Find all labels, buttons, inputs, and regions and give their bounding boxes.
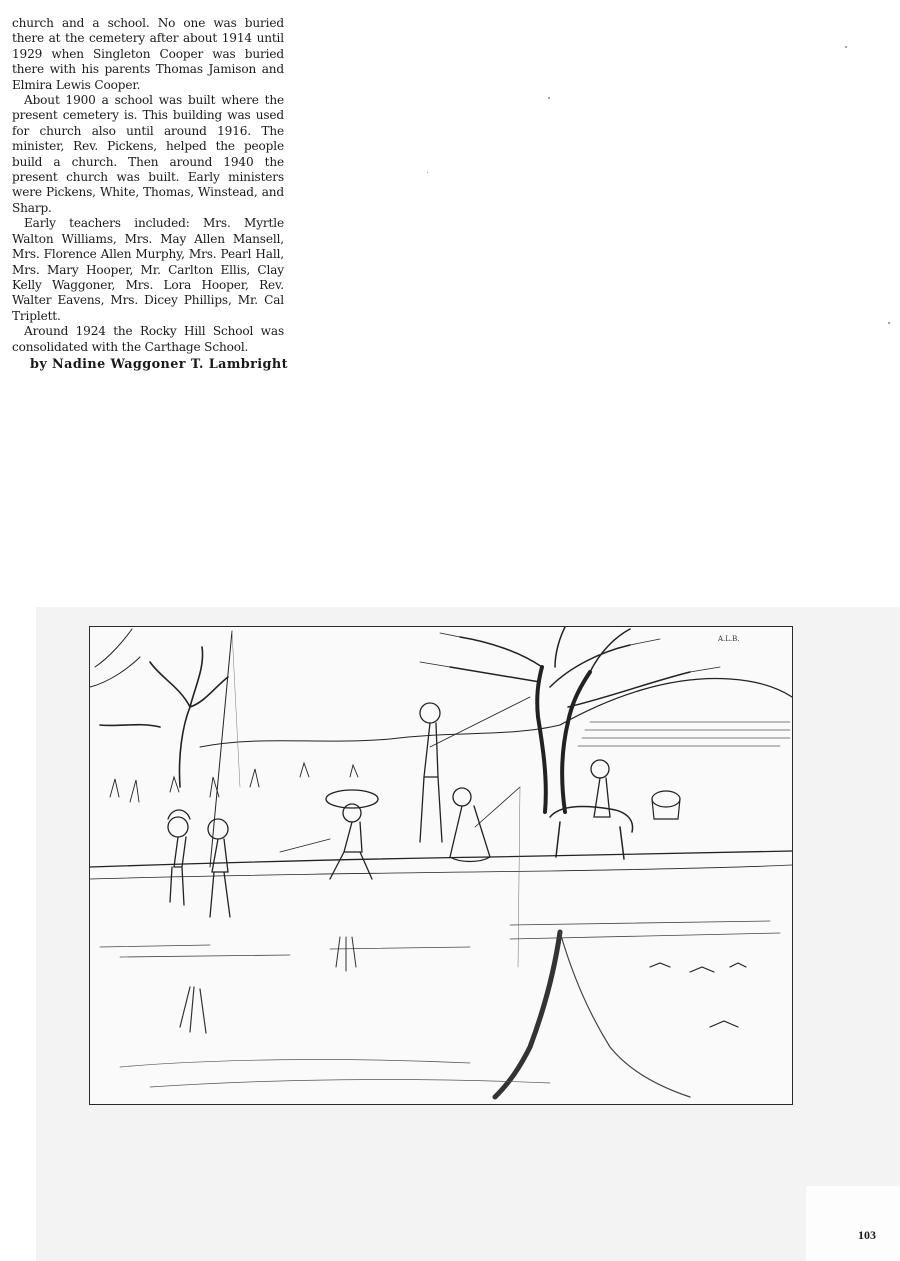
tree-reflection: [495, 932, 560, 1097]
pen-drawing: [90, 627, 792, 1104]
lily-pads: [650, 963, 746, 1027]
article-paragraph-2: About 1900 a school was built where the present cemetery is. This building was used for church also until around 1916. The minister, Rev. Pickens, helped the people build a church. Then around 1940 the present church was built. Early ministers were Pickens, White, Thomas, Winstead, and Sharp.: [12, 93, 284, 215]
artist-monogram: A.L.B.: [718, 635, 740, 643]
paper-patch: [806, 1186, 900, 1261]
fishing-pole-left: [210, 631, 232, 867]
basket: [652, 791, 680, 807]
water-ripple: [100, 921, 780, 957]
standing-boy-head: [420, 703, 440, 723]
fishing-pole-standing-boy: [430, 697, 530, 747]
child-second-head: [208, 819, 228, 839]
boy-with-dog-head: [591, 760, 609, 778]
distant-hill-line: [200, 725, 560, 747]
article-text: [12, 16, 284, 355]
far-bank-line: [90, 851, 792, 867]
article-byline: by Nadine Waggoner T. Lambright: [30, 357, 288, 372]
dog-outline: [550, 807, 633, 859]
bare-tree-left: [100, 647, 228, 787]
paper-speck: [888, 322, 890, 324]
right-hill-outline: [560, 679, 792, 725]
paper-speck: [427, 172, 428, 173]
page-number: 103: [858, 1228, 876, 1242]
fishing-pole-kneeling-child: [280, 839, 330, 852]
child-with-hat: [326, 790, 378, 808]
article-paragraph-3: Early teachers included: Mrs. Myrtle Walton Williams, Mrs. May Allen Mansell, Mrs. Florence Allen Murphy, Mrs. Pearl Hall, Mrs. Mary Hooper, Mr. Carlton Ellis, Clay Kelly Waggoner, Mrs. Lora Hooper, Rev. Walter Eavens, Mrs. Dicey Phillips, Mr. Cal Triplett.: [12, 216, 284, 323]
article-paragraph-1: church and a school. No one was buried there at the cemetery after about 1914 until 1929 when Singleton Cooper was buried there with his parents Thomas Jamison and Elmira Lewis Cooper.: [12, 16, 284, 92]
child-left-head: [168, 817, 188, 837]
paper-speck: [548, 97, 550, 99]
article-paragraph-4: Around 1924 the Rocky Hill School was consolidated with the Carthage School.: [12, 324, 284, 354]
large-tree-trunk: [537, 667, 546, 812]
paper-speck: [845, 46, 847, 48]
seated-girl-head: [453, 788, 471, 806]
fishing-children-illustration: [89, 626, 793, 1105]
